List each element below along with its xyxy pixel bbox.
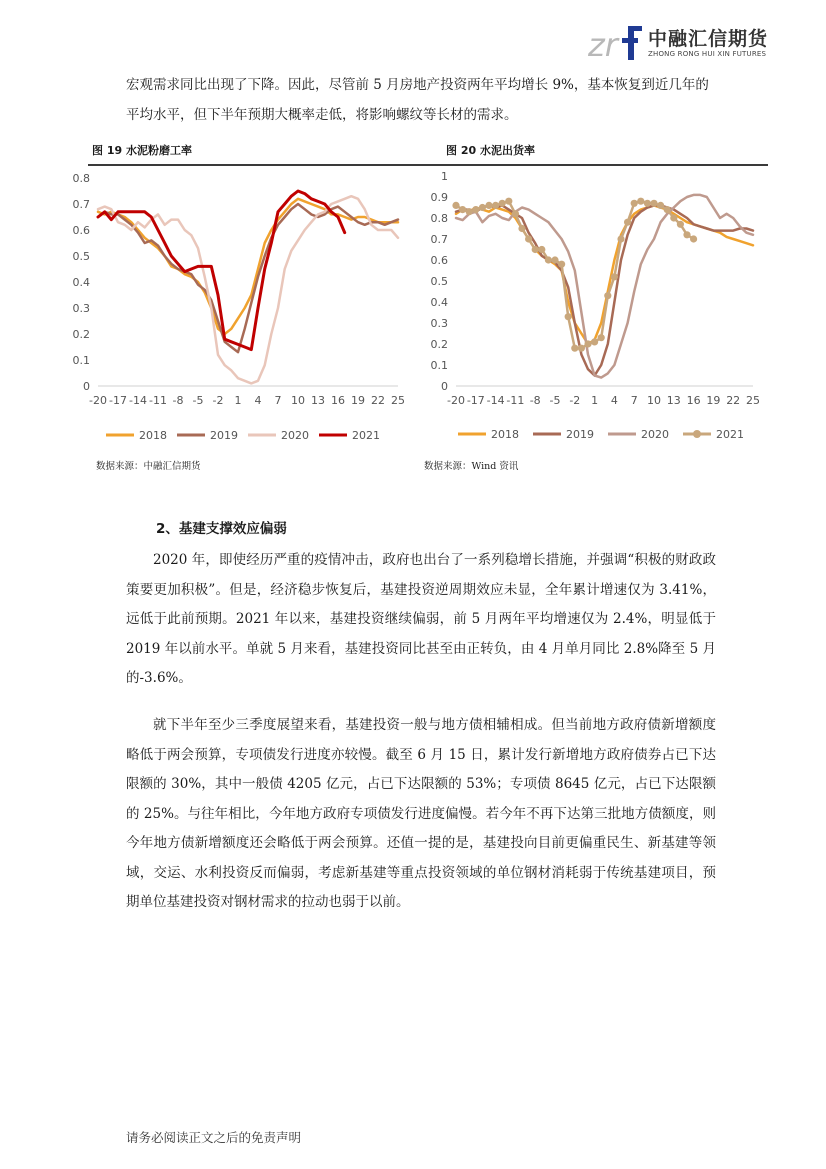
y-tick-label: 0.1 [430, 359, 448, 372]
data-point-2021 [518, 225, 525, 232]
data-point-2021 [459, 206, 466, 213]
company-name-cn: 中融汇信期货 [648, 28, 769, 50]
y-tick-label: 0.5 [72, 250, 90, 263]
y-tick-label: 0.7 [430, 233, 448, 246]
x-tick-label: -20 [89, 394, 107, 407]
data-point-2021 [650, 200, 657, 207]
section-paragraph-2: 就下半年至少三季度展望来看，基建投资一般与地方债相辅相成。但当前地方政府债新增额度略低于两会预算，专项债发行进度亦较慢。截至 6 月 15 日，累计发行新增地方政府债券占已下达限额的 30%，其中一般债 4205 亿元，占已下达限额的 53%；专项债 8645 亿元，占已下达限额的 25%。与往年相比，今年地方政府专项债发行进度偏慢。若今年不再下达第三批地方债额度，则今年地方债新增额度还会略低于两会预算。还值一提的是，基建投向目前更偏重民生、新基建等领域，交运、水利投资反而偏弱，考虑新基建等重点投资领域的单位钢材消耗弱于传统基建项目，预期单位基建投资对钢材需求的拉动也弱于以前。 [126, 717, 716, 910]
data-point-2021 [545, 256, 552, 263]
x-tick-label: -14 [486, 394, 505, 407]
data-point-2021 [670, 214, 677, 221]
legend-label-2020: 2020 [641, 428, 669, 441]
data-point-2021 [479, 204, 486, 211]
data-point-2021 [571, 345, 578, 352]
x-tick-label: -5 [549, 394, 561, 407]
data-point-2021 [604, 292, 611, 299]
x-tick-label: 10 [291, 394, 305, 407]
y-tick-label: 0.1 [72, 354, 90, 367]
y-tick-label: 0.8 [72, 172, 90, 185]
x-tick-label: 19 [351, 394, 365, 407]
y-tick-label: 0.9 [430, 191, 448, 204]
x-tick-label: 4 [254, 394, 262, 407]
x-tick-label: 4 [610, 394, 618, 407]
data-point-2021 [624, 219, 631, 226]
x-tick-label: -11 [506, 394, 525, 407]
y-tick-label: 0.3 [72, 302, 90, 315]
y-tick-label: 0.3 [430, 317, 448, 330]
y-tick-label: 0.6 [430, 254, 448, 267]
section-heading: 2、基建支撑效应偏弱 [156, 521, 287, 537]
data-point-2021 [644, 200, 651, 207]
company-name-en: ZHONG RONG HUI XIN FUTURES [648, 50, 767, 58]
data-point-2021 [551, 256, 558, 263]
y-tick-label: 0 [83, 380, 90, 393]
data-point-2021 [485, 202, 492, 209]
y-tick-label: 0.8 [430, 212, 448, 225]
legend-label-2021: 2021 [352, 429, 380, 442]
data-point-2021 [584, 340, 591, 347]
x-tick-label: -17 [466, 394, 485, 407]
y-tick-label: 0 [441, 380, 448, 393]
figure-20-title: 图 20 水泥出货率 [446, 144, 535, 157]
data-point-2021 [598, 334, 605, 341]
section-paragraph-1: 2020 年，即使经历严重的疫情冲击，政府也出台了一系列稳增长措施，并强调“积极的财政政策要更加积极”。但是，经济稳步恢复后，基建投资逆周期效应未显，全年累计增速仅为 3.41%，远低于此前预期。2021 年以来，基建投资继续偏弱，前 5 月两年平均增速仅为 2.4%，明显低于 2019 年以前水平。单就 5 月来看，基建投资同比甚至由正转负，由 4 月单月同比 2.8%降至 5 月的-3.6%。 [126, 552, 716, 686]
series-line-2020 [98, 196, 398, 383]
x-tick-label: -2 [569, 394, 581, 407]
x-tick-label: -5 [192, 394, 204, 407]
intro-paragraph: 宏观需求同比出现了下降。因此，尽管前 5 月房地产投资两年平均增长 9%，基本恢复到近几年的平均水平，但下半年预期大概率走低，将影响螺纹等长材的需求。 [126, 77, 709, 123]
y-tick-label: 0.6 [72, 224, 90, 237]
figure-divider [88, 164, 768, 166]
data-point-2021 [558, 261, 565, 268]
data-point-2021 [452, 202, 459, 209]
y-tick-label: 0.2 [72, 328, 90, 341]
x-tick-label: 7 [274, 394, 282, 407]
x-tick-label: -11 [149, 394, 167, 407]
figure-19-source: 数据来源：中融汇信期货 [96, 461, 201, 472]
x-tick-label: 25 [391, 394, 405, 407]
legend-label-2019: 2019 [566, 428, 594, 441]
x-tick-label: -20 [447, 394, 465, 407]
y-tick-label: 0.7 [72, 198, 90, 211]
data-point-2021 [565, 313, 572, 320]
data-point-2021 [677, 221, 684, 228]
data-point-2021 [683, 231, 690, 238]
data-point-2021 [631, 200, 638, 207]
x-tick-label: 22 [726, 394, 741, 407]
legend-label-2020: 2020 [281, 429, 309, 442]
y-tick-label: 0.2 [430, 338, 448, 351]
x-tick-label: 25 [746, 394, 760, 407]
y-tick-label: 0.4 [72, 276, 90, 289]
data-point-2021 [466, 208, 473, 215]
data-point-2021 [617, 235, 624, 242]
y-tick-label: 1 [441, 170, 448, 183]
y-tick-label: 0.4 [430, 296, 448, 309]
data-point-2021 [505, 198, 512, 205]
data-point-2021 [525, 235, 532, 242]
data-point-2021 [657, 202, 664, 209]
legend-label-2021: 2021 [716, 428, 744, 441]
x-tick-label: 16 [331, 394, 345, 407]
data-point-2021 [664, 206, 671, 213]
data-point-2021 [512, 210, 519, 217]
series-line-2019 [456, 205, 753, 375]
x-tick-label: 13 [311, 394, 325, 407]
data-point-2021 [492, 202, 499, 209]
data-point-2021 [499, 200, 506, 207]
x-tick-label: -8 [529, 394, 541, 407]
x-tick-label: 19 [706, 394, 721, 407]
data-point-2021 [611, 273, 618, 280]
x-tick-label: -17 [109, 394, 127, 407]
cement-shipment-rate-chart [412, 168, 776, 450]
figure-20-source: 数据来源：Wind 资讯 [424, 461, 519, 472]
data-point-2021 [532, 246, 539, 253]
data-point-2021 [578, 345, 585, 352]
x-tick-label: 16 [686, 394, 701, 407]
series-line-2020 [456, 195, 753, 378]
x-tick-label: -8 [172, 394, 184, 407]
data-point-2021 [472, 206, 479, 213]
x-tick-label: 22 [371, 394, 385, 407]
logo-mark-icon [588, 20, 646, 64]
series-line-2021 [98, 191, 345, 350]
x-tick-label: -2 [212, 394, 224, 407]
x-tick-label: 1 [234, 394, 242, 407]
legend-label-2019: 2019 [210, 429, 238, 442]
y-tick-label: 0.5 [430, 275, 448, 288]
company-logo [588, 20, 778, 64]
x-tick-label: -14 [129, 394, 147, 407]
data-point-2021 [637, 198, 644, 205]
data-point-2021 [591, 338, 598, 345]
legend-marker-2021 [693, 430, 701, 438]
x-tick-label: 1 [591, 394, 599, 407]
legend-label-2018: 2018 [139, 429, 167, 442]
data-point-2021 [690, 235, 697, 242]
svg-text:zr: zr [588, 26, 618, 64]
figure-19-title: 图 19 水泥粉磨工率 [92, 144, 192, 157]
cement-grinding-rate-chart [56, 168, 416, 450]
x-tick-label: 13 [666, 394, 681, 407]
footer-disclaimer: 请务必阅读正文之后的免责声明 [126, 1130, 302, 1145]
x-tick-label: 7 [630, 394, 638, 407]
legend-label-2018: 2018 [491, 428, 519, 441]
x-tick-label: 10 [647, 394, 661, 407]
data-point-2021 [538, 246, 545, 253]
